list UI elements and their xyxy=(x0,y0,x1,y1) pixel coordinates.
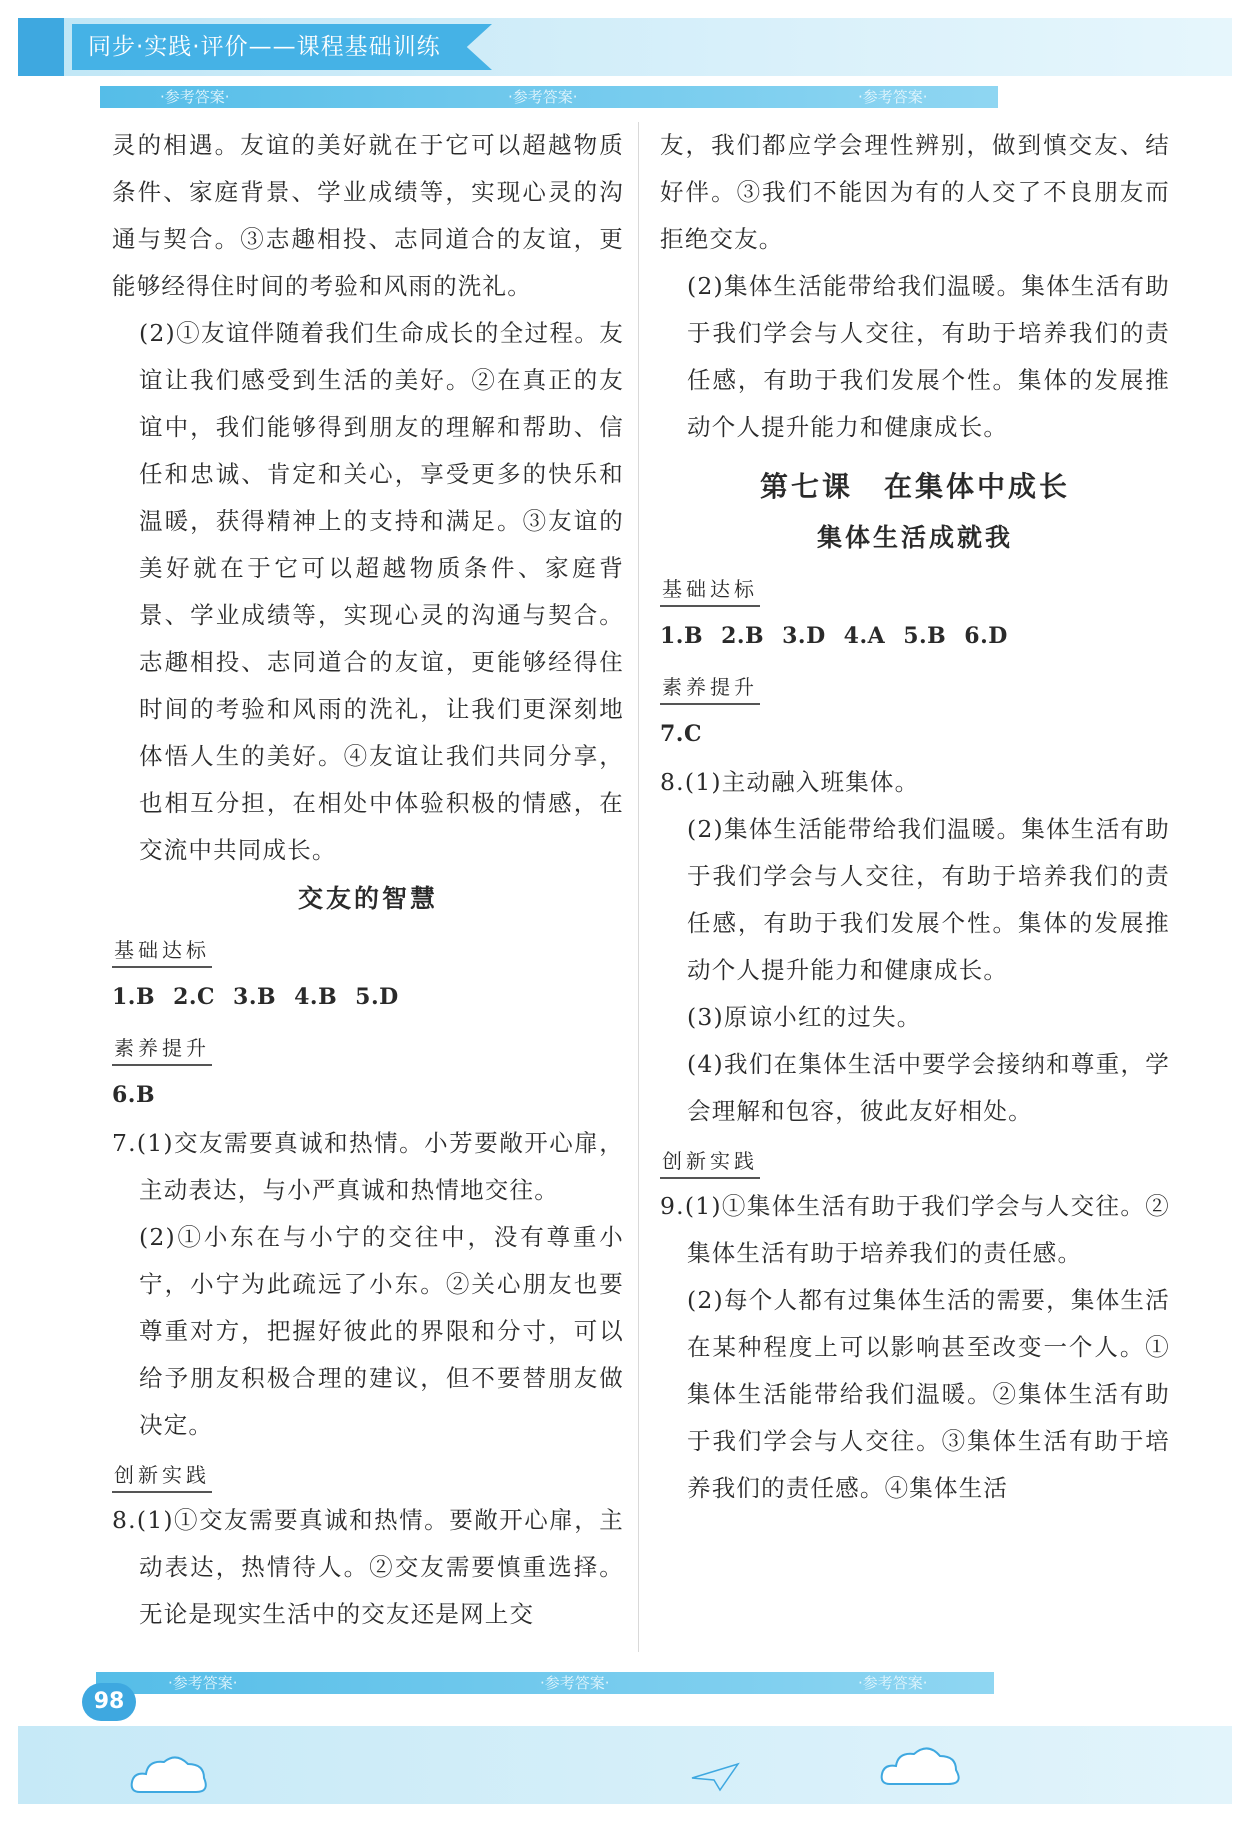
answer-item: 6.D xyxy=(964,623,1008,649)
answer-item: 3.B xyxy=(233,984,277,1010)
answer-item: 2.B xyxy=(721,623,765,649)
answer-q7: 7.C xyxy=(660,721,702,747)
paragraph: 灵的相遇。友谊的美好就在于它可以超越物质条件、家庭背景、学业成绩等，实现心灵的沟通与契合。③志趣相投、志同道合的友谊，更能够经得住时间的考验和风雨的洗礼。 xyxy=(112,131,624,300)
lesson-title: 第七课 在集体中成长 xyxy=(759,470,1070,503)
answer-label-top-center: ·参考答案· xyxy=(508,88,578,106)
answer-q6: 6.B xyxy=(112,1082,156,1108)
paragraph: (2)①友谊伴随着我们生命成长的全过程。友谊让我们感受到生活的美好。②在真正的友谊中，我们能够得到朋友的理解和帮助、信任和忠诚、肯定和关心，享受更多的快乐和温暖，获得精神上的支持和满足。③友谊的美好就在于它可以超越物质条件、家庭背景、学业成绩等，实现心灵的沟通与契合。志趣相投、志同道合的友谊，更能够经得住时间的考验和风雨的洗礼，让我们更深刻地体悟人生的美好。④友谊让我们共同分享，也相互分担，在相处中体验积极的情感，在交流中共同成长。 xyxy=(139,319,624,864)
answer-q9-1: 9.(1)①集体生活有助于我们学会与人交往。②集体生活有助于培养我们的责任感。 xyxy=(660,1192,1170,1267)
header-color-block xyxy=(18,18,64,76)
answer-item: 5.B xyxy=(903,623,947,649)
answer-q7-1: 7.(1)交友需要真诚和热情。小芳要敞开心扉，主动表达，与小严真诚和热情地交往。 xyxy=(112,1129,624,1204)
answer-label-top-right: ·参考答案· xyxy=(858,88,928,106)
answer-item: 3.D xyxy=(782,623,826,649)
tag-innovation: 创新实践 xyxy=(112,1459,212,1493)
answer-q9-2: (2)每个人都有过集体生活的需要，集体生活在某种程度上可以影响甚至改变一个人。①集体生活能带给我们温暖。②集体生活有助于我们学会与人交往。③集体生活有助于培养我们的责任感。④集体生活 xyxy=(687,1286,1170,1502)
answer-item: 2.C xyxy=(173,984,216,1010)
basic-answers xyxy=(112,972,624,1022)
basic-answers xyxy=(660,611,1170,661)
section-tag-container xyxy=(112,924,624,972)
section-title: 交友的智慧 xyxy=(297,884,438,913)
section-tag-container xyxy=(660,661,1170,709)
section-tag-container xyxy=(112,1449,624,1497)
tag-basic: 基础达标 xyxy=(660,573,760,607)
tag-basic: 基础达标 xyxy=(112,934,212,968)
section-tag-container xyxy=(660,1135,1170,1183)
answer-label-bottom-left: ·参考答案· xyxy=(168,1674,238,1692)
answer-label-top-left: ·参考答案· xyxy=(160,88,230,106)
section-tag-container xyxy=(112,1022,624,1070)
answer-q8-2: (2)集体生活能带给我们温暖。集体生活有助于我们学会与人交往，有助于培养我们的责任感，有助于我们发展个性。集体的发展推动个人提升能力和健康成长。 xyxy=(687,272,1170,441)
answer-item: 5.D xyxy=(355,984,399,1010)
page-number: 98 xyxy=(82,1683,136,1721)
section-title: 集体生活成就我 xyxy=(816,523,1013,552)
answer-label-bottom-right: ·参考答案· xyxy=(858,1674,928,1692)
answer-q8-3: (3)原谅小红的过失。 xyxy=(687,1003,922,1031)
header-title: 同步·实践·评价——课程基础训练 xyxy=(88,34,441,60)
tag-literacy: 素养提升 xyxy=(112,1032,212,1066)
answer-q8-1: 8.(1)①交友需要真诚和热情。要敞开心扉，主动表达，热情待人。②交友需要慎重选择。无论是现实生活中的交友还是网上交 xyxy=(112,1506,624,1628)
answer-label-bottom-center: ·参考答案· xyxy=(540,1674,610,1692)
paper-plane-icon xyxy=(690,1762,740,1792)
paragraph: 友，我们都应学会理性辨别，做到慎交友、结好伴。③我们不能因为有的人交了不良朋友而拒绝交友。 xyxy=(660,131,1170,253)
answer-item: 4.B xyxy=(294,984,338,1010)
cloud-icon xyxy=(130,1752,210,1796)
answer-q8-4: (4)我们在集体生活中要学会接纳和尊重，学会理解和包容，彼此友好相处。 xyxy=(687,1050,1170,1125)
answer-q7-2: (2)①小东在与小宁的交往中，没有尊重小宁，小宁为此疏远了小东。②关心朋友也要尊重对方，把握好彼此的界限和分寸，可以给予朋友积极合理的建议，但不要替朋友做决定。 xyxy=(139,1223,624,1439)
answer-q8-2: (2)集体生活能带给我们温暖。集体生活有助于我们学会与人交往，有助于培养我们的责任感，有助于我们发展个性。集体的发展推动个人提升能力和健康成长。 xyxy=(687,815,1170,984)
answer-item: 4.A xyxy=(843,623,886,649)
answer-item: 1.B xyxy=(660,623,704,649)
column-divider xyxy=(638,122,639,1652)
right-column xyxy=(660,122,1170,1512)
answer-q8-1: 8.(1)主动融入班集体。 xyxy=(660,768,920,796)
tag-innovation: 创新实践 xyxy=(660,1145,760,1179)
cloud-icon xyxy=(880,1742,964,1788)
left-column xyxy=(112,122,624,1638)
section-tag-container xyxy=(660,563,1170,611)
tag-literacy: 素养提升 xyxy=(660,671,760,705)
answer-item: 1.B xyxy=(112,984,156,1010)
